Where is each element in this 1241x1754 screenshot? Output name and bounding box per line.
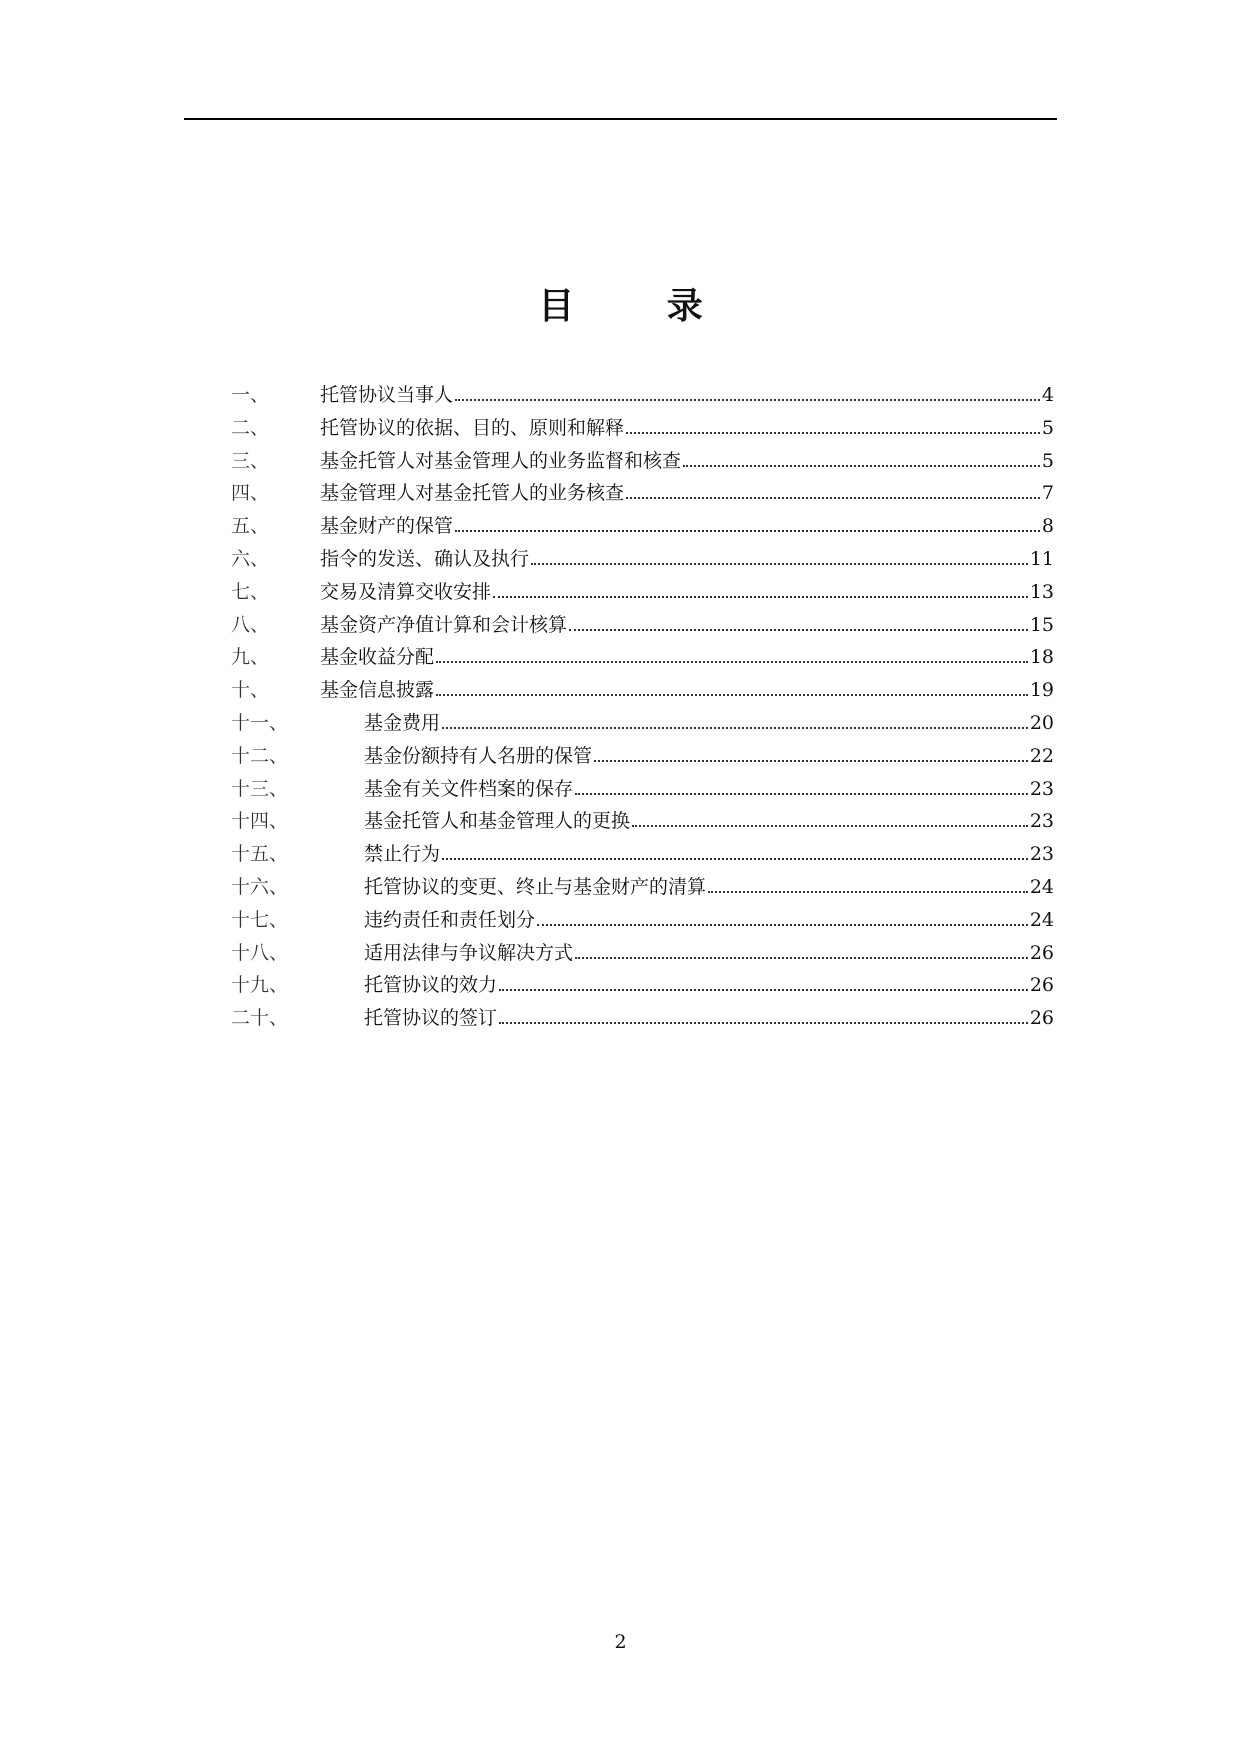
toc-entry-title: 托管协议的签订 (364, 1007, 498, 1030)
header-rule (184, 118, 1057, 120)
toc-entry-number: 一、 (231, 384, 270, 406)
dot-leader (569, 629, 1028, 631)
toc-entry-title: 基金费用 (364, 711, 441, 734)
dot-leader (442, 727, 1028, 729)
toc-entry-number: 八、 (231, 613, 270, 636)
toc-entry-title: 托管协议的效力 (364, 974, 498, 997)
toc-entry-page: 19 (1029, 679, 1054, 702)
toc-entry-number: 十二、 (231, 744, 289, 767)
toc-entry-page: 26 (1029, 974, 1054, 997)
dot-leader (455, 399, 1040, 401)
toc-entry-number: 十三、 (231, 777, 289, 800)
dot-leader (632, 825, 1028, 827)
dot-leader (493, 596, 1028, 598)
toc-entry-title: 基金信息披露 (320, 679, 435, 702)
toc-entry[interactable] (231, 710, 1054, 743)
toc-entry[interactable] (231, 644, 1054, 677)
dot-leader (708, 891, 1028, 893)
toc-entry[interactable] (231, 940, 1054, 973)
toc-entry-title: 基金份额持有人名册的保管 (364, 744, 593, 767)
toc-entry-page: 7 (1041, 482, 1054, 505)
toc-entry-number: 十、 (231, 679, 270, 702)
toc-entry-title: 托管协议的依据、目的、原则和解释 (320, 416, 625, 439)
dot-leader (575, 793, 1028, 795)
dot-leader (442, 858, 1028, 860)
toc-entry-page: 23 (1029, 810, 1054, 833)
toc-entry-page: 5 (1041, 449, 1054, 472)
toc-entry-number: 十一、 (231, 711, 289, 734)
toc-entry-number: 二十、 (231, 1007, 289, 1030)
toc-entry-page: 11 (1029, 547, 1054, 570)
toc-entry-page: 13 (1029, 580, 1054, 603)
toc-title: 目 录 (538, 285, 743, 328)
toc-entry[interactable] (231, 415, 1054, 448)
toc-entry-title: 托管协议的变更、终止与基金财产的清算 (364, 875, 707, 898)
toc-entry[interactable] (231, 677, 1054, 710)
dot-leader (499, 1022, 1028, 1024)
toc-entry-title: 基金财产的保管 (320, 515, 454, 538)
dot-leader (575, 957, 1028, 959)
toc-entry[interactable] (231, 972, 1054, 1005)
toc-entry-page: 5 (1041, 416, 1054, 439)
toc-entry-title: 禁止行为 (364, 843, 441, 866)
toc-entry[interactable] (231, 841, 1054, 874)
toc-entry-page: 24 (1029, 875, 1054, 898)
toc-entry[interactable] (231, 1005, 1054, 1038)
toc-entry[interactable] (231, 743, 1054, 776)
toc-entry[interactable] (231, 808, 1054, 841)
toc-entry[interactable] (231, 776, 1054, 809)
toc-entry[interactable] (231, 382, 1054, 415)
dot-leader (499, 989, 1028, 991)
dot-leader (537, 924, 1028, 926)
toc-entry-number: 十七、 (231, 908, 289, 931)
toc-entry-title: 基金有关文件档案的保存 (364, 777, 574, 800)
toc-entry-number: 五、 (231, 515, 270, 538)
toc-entry-page: 26 (1029, 1007, 1054, 1030)
toc-entry-title: 托管协议当事人 (320, 384, 454, 406)
toc-entry-title: 基金管理人对基金托管人的业务核查 (320, 482, 625, 505)
toc-entry[interactable] (231, 513, 1054, 546)
toc-entry-page: 4 (1041, 384, 1054, 406)
toc-entry-page: 22 (1029, 744, 1054, 767)
dot-leader (455, 530, 1040, 532)
toc-entry-number: 十四、 (231, 810, 289, 833)
toc-entry[interactable] (231, 907, 1054, 940)
toc-entry-title: 基金托管人对基金管理人的业务监督和核查 (320, 449, 682, 472)
toc-entry-title: 基金收益分配 (320, 646, 435, 669)
toc-entry-number: 四、 (231, 482, 270, 505)
toc-entry-number: 十九、 (231, 974, 289, 997)
toc-entry[interactable] (231, 612, 1054, 645)
toc-entry-page: 23 (1029, 843, 1054, 866)
toc-entry-number: 六、 (231, 547, 270, 570)
toc-entry-page: 26 (1029, 941, 1054, 964)
toc-entry-number: 十五、 (231, 843, 289, 866)
toc-entry-number: 十六、 (231, 875, 289, 898)
toc-entry-title: 指令的发送、确认及执行 (320, 547, 530, 570)
toc-entry-page: 23 (1029, 777, 1054, 800)
page-number: 2 (614, 1631, 627, 1653)
dot-leader (531, 563, 1028, 565)
dot-leader (436, 661, 1028, 663)
toc-entry-page: 24 (1029, 908, 1054, 931)
toc-entry[interactable] (231, 480, 1054, 513)
dot-leader (683, 465, 1040, 467)
toc-entry-title: 适用法律与争议解决方式 (364, 941, 574, 964)
toc-entry-page: 18 (1029, 646, 1054, 669)
toc-entry-number: 三、 (231, 449, 270, 472)
dot-leader (626, 497, 1040, 499)
toc-entry[interactable] (231, 448, 1054, 481)
dot-leader (594, 760, 1028, 762)
toc-entry-number: 七、 (231, 580, 270, 603)
toc-entry[interactable] (231, 579, 1054, 612)
toc-entry-title: 基金托管人和基金管理人的更换 (364, 810, 631, 833)
toc-entry-title: 违约责任和责任划分 (364, 908, 536, 931)
toc-list (231, 382, 1054, 1038)
toc-entry[interactable] (231, 546, 1054, 579)
toc-entry-page: 8 (1041, 515, 1054, 538)
toc-entry-page: 15 (1029, 613, 1054, 636)
dot-leader (436, 694, 1028, 696)
toc-entry-number: 十八、 (231, 941, 289, 964)
toc-entry-title: 基金资产净值计算和会计核算 (320, 613, 568, 636)
toc-entry-title: 交易及清算交收安排 (320, 580, 492, 603)
toc-entry-number: 二、 (231, 416, 270, 439)
toc-entry[interactable] (231, 874, 1054, 907)
toc-entry-page: 20 (1029, 711, 1054, 734)
toc-entry-number: 九、 (231, 646, 270, 669)
dot-leader (626, 432, 1040, 434)
